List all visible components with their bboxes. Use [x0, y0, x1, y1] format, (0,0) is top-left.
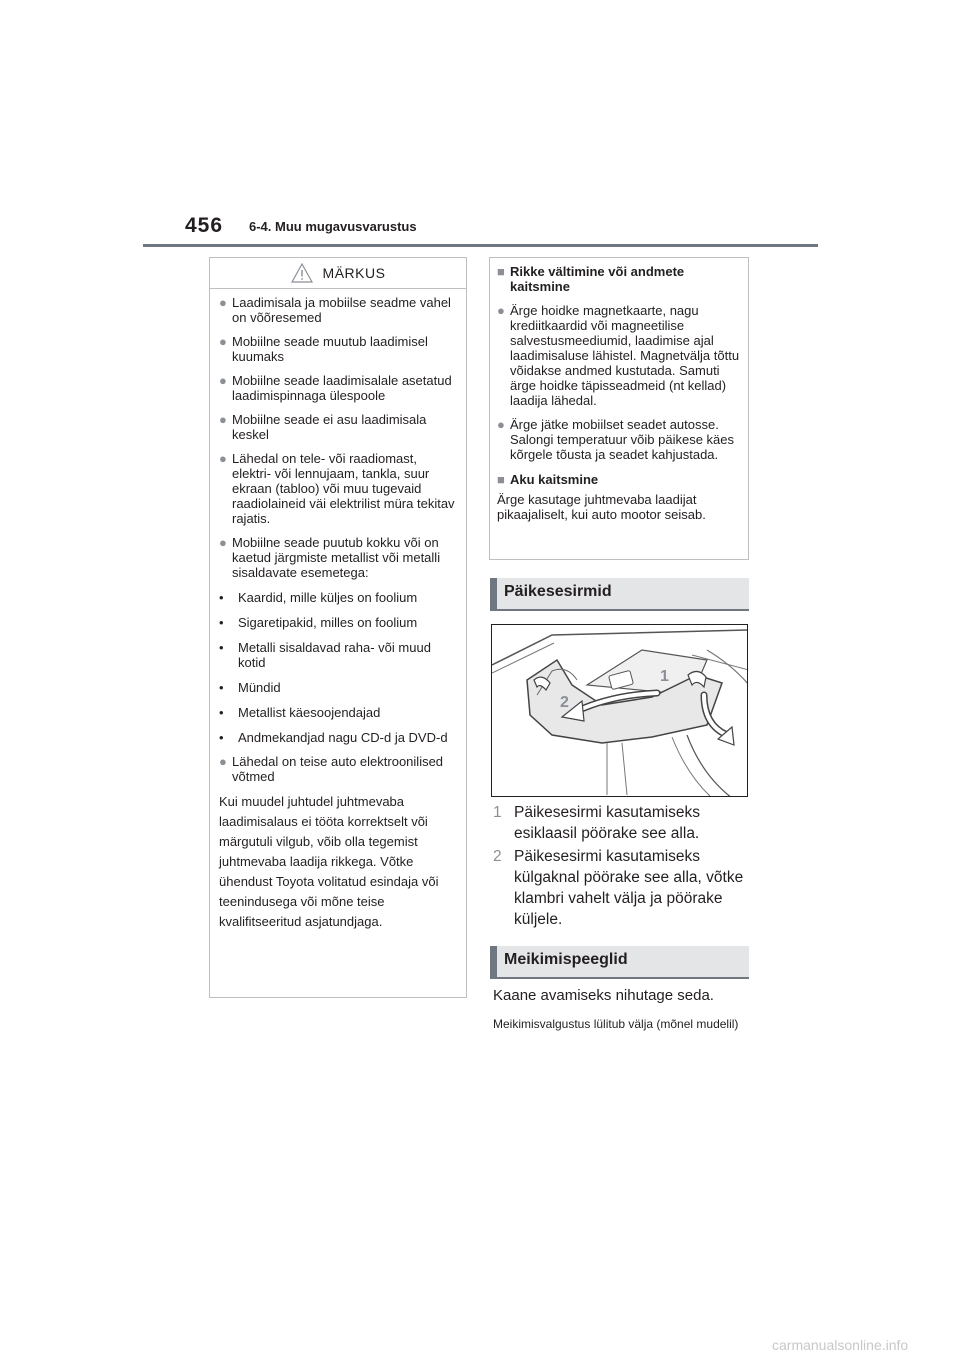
sunvisors-title: Päikesesirmid	[504, 583, 612, 600]
list-item: ● Laadimisala ja mobiilse seadme vahel on võõresemed	[219, 295, 451, 325]
warning-triangle-icon	[291, 263, 313, 283]
caution-heading: ■ Rikke vältimine või andmete kaitsmine	[497, 264, 685, 294]
list-item: ● Ärge hoidke magnetkaarte, nagu krediitkaardid või magneetilise salvestusmeediumid, laadimise ajal laadimisaluse lähistel. Magnetvälja tõttu võidakse andmed kustutada. Samuti ärge hoidke täpisseadmeid (nt kellad) laadija lähedal.	[497, 303, 740, 408]
callout-1: 1	[660, 668, 669, 685]
notice-body	[210, 289, 466, 932]
bullet-dot-icon: ●	[219, 412, 227, 427]
bullet-dot-icon: ●	[219, 535, 227, 550]
notice-paragraph: Kui muudel juhtudel juhtmevaba laadimisalaus ei tööta korrektselt või märgutuli vilgub, võib olla tegemist juhtmevaba laadija rikkega. Võtke ühendust Toyota volitatud esindaja või teenindusega või mõne teise kvalifitseeritud asjatundjaga.	[219, 794, 439, 929]
callout-2: 2	[560, 694, 569, 711]
vanity-text: Kaane avamiseks nihutage seda.	[493, 987, 714, 1004]
bullet-dot-icon: ●	[219, 451, 227, 466]
footer-watermark: carmanualsonline.info	[772, 1337, 909, 1353]
sub-list-item: • Sigaretipakid, milles on foolium	[219, 615, 418, 630]
bullet-dot-icon: ●	[497, 417, 505, 432]
caution-heading: ■ Aku kaitsmine	[497, 472, 599, 487]
vanity-title: Meikimispeeglid	[504, 951, 628, 968]
bullet-dot-icon: ●	[219, 334, 227, 349]
sunvisor-drawing	[492, 625, 748, 797]
caution-text: Ärge kasutage juhtmevaba laadijat pikaajaliselt, kui auto mootor seisab.	[497, 492, 706, 522]
list-item: ● Mobiilne seade muutub laadimisel kuumaks	[219, 334, 428, 364]
sunvisor-illustration	[491, 624, 748, 797]
notice-box	[209, 257, 467, 998]
square-bullet-icon: ■	[497, 472, 505, 487]
sunvisor-steps	[493, 802, 748, 932]
list-item: ● Mobiilne seade laadimisalale asetatud laadimispinnaga ülespoole	[219, 373, 452, 403]
square-bullet-icon: ■	[497, 264, 505, 279]
sub-list-item: • Metallist käesoojendajad	[219, 705, 381, 720]
section-title: 6-4. Muu mugavusvarustus	[249, 219, 417, 234]
header-rule	[143, 244, 818, 247]
sunvisors-heading-band	[490, 578, 749, 611]
page-number: 456	[185, 214, 224, 237]
sub-list-item: • Metalli sisaldavad raha- või muud kotid	[219, 640, 431, 670]
list-item: ● Lähedal on tele- või raadiomast, elektri- või lennujaam, tankla, suur ekraan (tabloo) või muu tugevaid raadiolaineid väi elektrilist müra tekitav rajatis.	[219, 451, 455, 526]
bullet-dot-icon: ●	[219, 295, 227, 310]
caution-box	[489, 257, 749, 560]
bullet-dot-icon: ●	[497, 303, 505, 318]
vanity-note: Meikimisvalgustus lülitub välja (mõnel mudelil)	[493, 1017, 739, 1031]
notice-header	[210, 258, 466, 289]
bullet-dot-icon: ●	[219, 754, 227, 769]
band-accent	[490, 578, 497, 611]
sub-list-item: • Kaardid, mille küljes on foolium	[219, 590, 418, 605]
step-item: 2 Päikesesirmi kasutamiseks külgaknal pöörake see alla, võtke klambri vahelt välja ja pöörake küljele.	[493, 848, 744, 928]
vanity-heading-band	[490, 946, 749, 979]
list-item: ● Mobiilne seade puutub kokku või on kaetud järgmiste metallist või metalli sisaldavate esemetega:	[219, 535, 441, 580]
list-item: ● Ärge jätke mobiilset seadet autosse. Salongi temperatuur võib päikese käes kõrgele tõusta ja seadet kahjustada.	[497, 417, 735, 462]
sub-list-item: • Mündid	[219, 680, 281, 695]
list-item: ● Mobiilne seade ei asu laadimisala keskel	[219, 412, 427, 442]
sub-list-item: • Andmekandjad nagu CD-d ja DVD-d	[219, 730, 448, 745]
notice-title: MÄRKUS	[322, 265, 386, 281]
list-item: ● Lähedal on teise auto elektroonilised võtmed	[219, 754, 444, 784]
step-item: 1 Päikesesirmi kasutamiseks esiklaasil pöörake see alla.	[493, 804, 701, 842]
bullet-dot-icon: ●	[219, 373, 227, 388]
band-accent	[490, 946, 497, 979]
